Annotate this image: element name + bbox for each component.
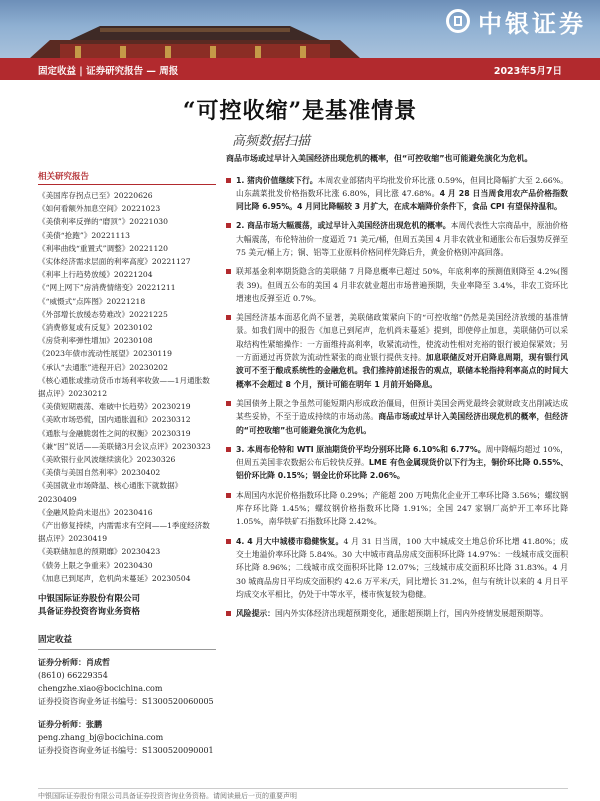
analyst-card	[38, 656, 216, 708]
analyst-title: 证券分析师：张鹏	[38, 720, 102, 730]
related-report-item: 《2023年债市流动性展望》20230119	[38, 349, 172, 359]
related-report-item: 《兼“因”说话——美联储3月会议点评》20230323	[38, 441, 211, 451]
related-report-item: 《“威慑式”点阵图》20221218	[38, 296, 146, 306]
paragraph-text: 本周代表性大宗商品中，原油价格大幅震荡，布伦特油价一度逼近 71 美元/桶，但周五美国 4 月非农就业和通胀公布后强势反弹至 75 美元/桶上方；铜、铝等工业原料价格同样先降后升，黄金价格则冲高回落。	[236, 221, 568, 257]
paragraph-text: 国内外实体经济出现超预期变化，通胀超预期上行，国内外疫情发展超预期等。	[274, 609, 548, 619]
body-paragraph	[226, 607, 568, 620]
paragraph-lead: 4. 4 月大中城楼市稳健恢复。	[236, 536, 344, 546]
body-paragraph	[226, 311, 568, 391]
paragraph-text: 美国债务上限之争虽然可能短期内形成政治僵局，但预计美国会两党最终会就财政支出削减达成某些妥协，不至于造成持续的市场动荡。	[236, 398, 568, 422]
related-report-item: 《利率曲线“重置式”调整》20221120	[38, 243, 168, 253]
body-paragraph	[226, 397, 568, 437]
related-report-item: 《如何看额外加息空间》20221023	[38, 204, 161, 214]
analyst-phone: (8610) 66229354	[38, 671, 108, 681]
related-report-item: 《房贷利率弹性增加》20230108	[38, 336, 153, 346]
body-paragraph	[226, 174, 568, 214]
related-report-item: 《外部增长放缓态势难改》20221225	[38, 309, 168, 319]
related-report-item: 《美债利率反弹的“磨顶”》20221030	[38, 217, 168, 227]
related-reports-list	[38, 189, 216, 585]
report-category-bar	[0, 58, 600, 80]
related-report-item: 《债务上限之争重来》20230430	[38, 560, 153, 570]
related-report-item: 《美债与美国自然利率》20230402	[38, 468, 161, 478]
paragraph-lead: 3. 本周布伦特和 WTI 原油期货价平均分别环比降 6.10%和 6.77%。	[236, 444, 486, 454]
header-banner	[0, 0, 600, 58]
related-report-item: 《美国库存拐点已至》20220626	[38, 191, 153, 200]
body-paragraph	[226, 219, 568, 259]
related-report-item: 《美欧市场恐慌，国内通胀温和》20230312	[38, 415, 191, 425]
related-report-item: 《“网上网下”房消费情绪变》20221211	[38, 283, 176, 293]
sidebar	[38, 170, 216, 757]
paragraph-text: 联邦基金利率期货隐含的美联储 7 月降息概率已超过 50%，年底利率的预测值则降至 4.2%(图表 39)。但周五公布的美国 4 月非农就业超出市场普遍预期，失业率降至 3.4%，非农工资环比增速也反弹至近 0.7%。	[236, 267, 568, 303]
analyst-card	[38, 718, 216, 757]
related-report-item: 《产出修复持续，内需需求有空间——1季度经济数据点评》20230419	[38, 521, 210, 544]
paragraph-lead: 1. 猪肉价值继续下行。	[236, 175, 318, 185]
related-report-item: 《金融风险尚未退出》20230416	[38, 507, 153, 517]
paragraph-text: 本周国内水泥价格指数环比降 0.29%；产能超 200 万吨焦化企业开工率环比降 3.56%；螺纹钢库存环比降 1.45%；螺纹钢价格指数环比降 1.91%；全国 247 家钢厂高炉开工率环比降 1.05%，南华铁矿石指数环比降 2.42%。	[236, 490, 568, 527]
related-report-item: 《实体经济需求层面的利率高度》20221127	[38, 257, 191, 267]
summary-paragraph: 商品市场或过早计入美国经济出现危机的概率，但“可控收缩”也可能避免演化为危机。	[226, 154, 533, 163]
report-date: 2023年5月7日	[493, 66, 562, 77]
paragraph-emphasis: 加息联储反对开启降息周期，现有银行风波可不至于酿成系统性的金融危机。我们推持前述报告的观点，联储本轮指持利率高点的时间大概率不会超过 8 个月，预计可能在明年 1 月前开始降息。	[236, 353, 569, 389]
analyst-email[interactable]: chengzhe.xiao@bocichina.com	[38, 684, 163, 694]
body-paragraph	[226, 489, 568, 529]
body-paragraph	[226, 443, 568, 483]
firm-qualification	[38, 593, 216, 619]
brand-name: 中银证券	[478, 9, 586, 38]
brand-logo	[446, 6, 586, 36]
related-report-item: 《美债短期震荡、难破中长趋势》20230219	[38, 402, 191, 412]
paragraph-lead: 2. 商品市场大幅震荡，或过早计入美国经济出现危机的概率。	[236, 221, 451, 231]
related-report-item: 《利率上行趋势放缓》20221204	[38, 270, 153, 280]
analyst-cert: 证券投资咨询业务证书编号：S1300520060005	[38, 697, 214, 707]
report-body	[226, 152, 568, 626]
paragraph-text: 周中降幅均超过 10%，但周五美国非农数据公布后较快反弹。	[236, 444, 568, 468]
related-report-item: 《承认“去通胀”进程开启》20230202	[38, 362, 168, 372]
related-report-item: 《消费修复或有反复》20230102	[38, 323, 153, 333]
paragraph-text: 本周农业部猪肉平均批发价环比涨 0.59%，但同比降幅扩大至 2.66%。山东蔬菜批发价格指数环比涨 6.80%，同比涨 47.68%。	[236, 175, 568, 198]
paragraph-emphasis: 商品市场或过早计入美国经济出现危机的概率，但经济的“可控收缩”也可能避免演化为危机。	[236, 412, 569, 435]
analyst-list	[38, 656, 216, 757]
paragraph-list	[226, 174, 568, 621]
paragraph-text: 4 月 31 日当周，100 大中城成交土地总价环比增 41.80%；成交土地溢价率环比降 5.84%。30 大中城市商品房成交面积环比降 14.97%：一线城市成交面积环比降 8.96%；二线城市成交面积环比降 12.07%；三线城市成交面积环比降 31.83%。4 月 30 城商品房日平均成交面积约 42.6 万平米/天，同比增长 31.2%，但与有统计以来的 4 月日平均成交水平相比，仍处于中等水平，楼市恢复较为稳健。	[236, 536, 568, 599]
paragraph-text: 美国经济基本面恶化尚不显著，美联储政策紧向下的“可控收缩”仍然是美国经济放缓的基准情景。如我们周中的报告《加息已到尾声，危机尚未蔓延》提到，即使停止加息，美联储仍可以采取结构性紧缩操作：一方面维持高利率，收紧流动性，使流动性相对充裕的银行被迫保紧效；另一方面通过再贷款为流动性紧张的商业银行提供支持。	[236, 313, 568, 363]
paragraph-emphasis: LME 有色金属现货价以下行为主，铜价环比降 0.55%、铝价环比降 0.15%；钢金比价环比降 2.06%。	[236, 458, 569, 481]
report-category: 固定收益 | 证券研究报告 — 周报	[38, 66, 179, 77]
related-report-item: 《核心通胀或推动货币市场利率收敛——1月通胀数据点评》20230212	[38, 375, 210, 399]
body-paragraph	[226, 265, 568, 305]
report-title: “可控收缩”是基准情景	[182, 98, 418, 124]
forbidden-city-roof-image	[30, 18, 360, 58]
related-report-item: 《美联储加息的预期靡》20230423	[38, 547, 161, 557]
report-subtitle: 高频数据扫描	[232, 134, 311, 149]
analyst-cert: 证券投资咨询业务证书编号：S1300520090001	[38, 746, 214, 756]
page-footer: 中银国际证券股份有限公司具备证券投资咨询业务资格。请阅读最后一页的重要声明	[38, 788, 568, 801]
analyst-title: 证券分析师：肖成哲	[38, 658, 110, 668]
body-paragraph	[226, 535, 568, 601]
related-report-item: 《加息已到尾声，危机尚未蔓延》20230504	[38, 573, 191, 583]
firm-line: 中银国际证券股份有限公司	[38, 594, 141, 605]
related-report-item: 《通胀与金融脆弱性之间的权衡》20230319	[38, 428, 191, 438]
paragraph-lead: 风险提示：	[236, 609, 275, 619]
related-reports-heading: 相关研究报告	[38, 170, 216, 185]
section-label: 固定收益	[38, 635, 73, 646]
bank-logo-icon	[446, 9, 470, 33]
related-report-item: 《美欧银行业风波继续演化》20230326	[38, 455, 176, 465]
related-report-item: 《美债“抢跑”》20221113	[38, 230, 130, 240]
related-report-item: 《美国就业市场降温、核心通胀下就数据》20230409	[38, 481, 183, 504]
paragraph-emphasis: 4 月 28 日当周食用农产品价格指数同比降 6.95%。4 月同比降幅较 3 月扩大，在成本端降价条件下，食品 CPI 有望保持温和。	[236, 188, 568, 212]
firm-line: 具备证券投资咨询业务资格	[38, 607, 141, 618]
analyst-phone: peng.zhang_bj@bocichina.com	[38, 733, 164, 743]
